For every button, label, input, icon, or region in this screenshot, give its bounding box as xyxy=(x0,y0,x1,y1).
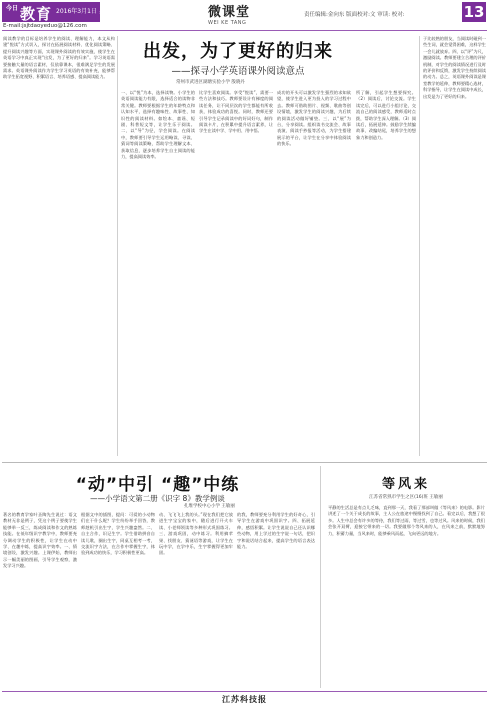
footer-publication: 江苏科技报 xyxy=(222,695,267,704)
logo-small-text: 今日 xyxy=(6,5,19,12)
story3-byline: 江苏省常熟市学生之区(16)班 王敏丽 xyxy=(369,495,443,500)
story1-column-d: 成功的开头可以激发学生强烈的求知欲望，使学生进入更为投入的学习过程中去。教师可借助图片、视频、歌曲等创设情境，激发学生的阅读兴趣，为后续的阅读活动做好铺垫。三、以“展”为台，分享阅读。组织读书交流会、故事表演、阅读手抄报等活动，为学生搭建展示的平台，让学生在分享中体验阅读的快乐。 xyxy=(277,90,351,147)
story1-column-a: 阅读教学的目标是培养学生的阅读、理解能力，本文从构建“悦读”方式切入，探讨在拓展阅读材料、优化阅读策略、提升阅读兴趣等方面，实现课外阅读的有效实施，使学生在英语学习中真正实现“出发，为了更好的归来”。学习英语需要接触大量的语言素材，仅依靠课本，很难满足学生的发展需求。英语课外阅读作为学生学习英语的有效补充，能够帮助学生拓宽视野、积累语言、培养语感、提高阅读能力。 xyxy=(3,36,115,80)
column-divider xyxy=(320,466,321,688)
page-header xyxy=(0,0,489,30)
page-number: 13 xyxy=(463,3,485,21)
editor-credits: 责任编辑:金向东 版面校对:文 审读: 校对: xyxy=(304,12,405,18)
column-divider xyxy=(117,36,118,456)
header-rule xyxy=(2,30,487,31)
story2-subhead: ——小学语文第二册《识字 8》教学例谈 xyxy=(90,494,225,503)
story1-column-c: 比学生喜欢阅读。享受“悦读”，需要一些方法和技巧。教师要设计有梯度的阅读任务，让不同层次的学生都能有所收获，体验成功的喜悦。同时，教师还要引导学生记录阅读中的好词好句，制作阅读卡片，在积累中提升语言素养，让学生在读中学、学中用、用中悟。 xyxy=(199,90,273,134)
issue-date: 2016年3月1日 星期二 xyxy=(56,8,117,15)
story2-byline: 扎堆学校中心小学 王敏丽 xyxy=(184,504,235,509)
section-divider xyxy=(2,462,487,463)
column-title: 微课堂 xyxy=(208,5,251,20)
masthead-logo xyxy=(2,2,117,23)
story2-column-c: 动、飞飞飞上我的头。”现在我们把它放进生字宝宝的家中，随后进行开火车读、小老师领读等多种形式巩固练习。三、游戏巩固，动中练习。利用摘苹果、找朋友、猜谜语等游戏，让学生在玩中学，在学中乐，生字掌握得更加牢固。 xyxy=(159,512,233,556)
story1-column-f: 于比较熟的朋友，当阅读时碰到一些生词，就会觉得困难，这样学生一会儿就放弃。四、以“评”为尺，激励阅读。教师要建立合理的评价机制，对学生的阅读情况进行及时的评价和反馈，激发学生持续阅读的动力。总之，英语课外阅读是课堂教学的延伸，教师要精心选材，科学指导，让学生在阅读中成长，出发是为了更好的归来。 xyxy=(423,36,486,99)
story1-column-e: 所了解，引起学生想要探究。（2）阅读后，讨论交流。学生读完后，可以进行小组讨论，交流自己的阅读感受，教师适时点拨，帮助学生深入理解。（3）阅读后，拓展延伸。鼓励学生续编故事、改编结尾，培养学生的想象力和创造力。 xyxy=(356,90,416,140)
column-banner xyxy=(208,1,278,27)
story1-column-b: 一、以“悦”为本，选择读物。小学生的英语阅读能力有限，选择适合的读物非常关键。教师要根据学生的年龄特点和认知水平，选择有趣味性、故事性、知识性的阅读材料。如绘本、童谣、短剧、科普短文等，让学生乐于阅读。二、以“导”为径，学会阅读。在阅读中，教师要引导学生运用略读、寻读、猜词等阅读策略，帮助学生理解文本、获取信息，逐步培养学生自主阅读的能力，提高阅读效率。 xyxy=(121,90,195,160)
logo-big-text: 教育 xyxy=(20,5,53,23)
story1-headline: 出发，为了更好的归来 xyxy=(143,41,333,62)
story3-headline: 等风来 xyxy=(381,477,430,492)
story2-column-a: 著名的教育学家叶圣陶先生说过：语文教材无非是例子，凭这个例子要使学生能够举一反三，练成阅读和作文的熟练技能。在低年级识字教学中，教师要充分调动学生的积极性，让学生在动中学、在趣中练，提高识字效率。一、情境创设，激发兴趣。上课伊始，教师出示一幅美丽的图画，引导学生观察，激发学习兴趣。 xyxy=(3,512,77,569)
story2-headline: “动”中引 “趣”中练 xyxy=(75,475,240,495)
column-subtitle: WEI KE TANG xyxy=(208,20,247,26)
story3-body: 平静的生活总是有点儿乏味，直到那一天，我看了那部叫做《等风来》的电影。影片讲述了一个关于成长的故事，主人公在旅途中慢慢找到了自己。看完以后，我想了很多。人生中总会有许多的等待，我们等过雨，等过雪，也等过风。风来的时候，我们会张开双臂，迎接它带来的一切。我要做那个等风来的人，在风来之前，默默地努力，积蓄力量，当风来时，能够乘风而起，飞向更远的地方。 xyxy=(328,505,485,536)
story1-subhead: ——探寻小学英语课外阅读意点 xyxy=(171,66,305,77)
contact-email: E-mail:jsjtdaoyeduo@126.com xyxy=(3,23,87,29)
story2-column-d: 的我，教师要充分利用学生的好奇心，引导学生在游戏中巩固识字。四、拓展延伸，感悟积累。让学生说说自己还认识哪些动物，用上学过的生字说一句话，把识字和说话结合起来，提高学生的语言表达能力。 xyxy=(237,512,315,550)
story2-column-b: 根据文中的插图，提问：可爱的小动物们在干什么呢？学生纷纷举手回答，教师趁机引出生字，学生兴趣盎然。二、自主合作，识记生字。学生借助拼音自读儿歌，圈出生字，同桌互相考一考，交流识字方法，在合作中掌握生字，体验到成功的快乐，学习积极性更高。 xyxy=(81,512,155,556)
footer-rule xyxy=(2,691,487,692)
story1-byline: 常州市武进区湖塘实验小学 殷晓丹 xyxy=(176,80,245,85)
column-divider xyxy=(419,36,420,456)
